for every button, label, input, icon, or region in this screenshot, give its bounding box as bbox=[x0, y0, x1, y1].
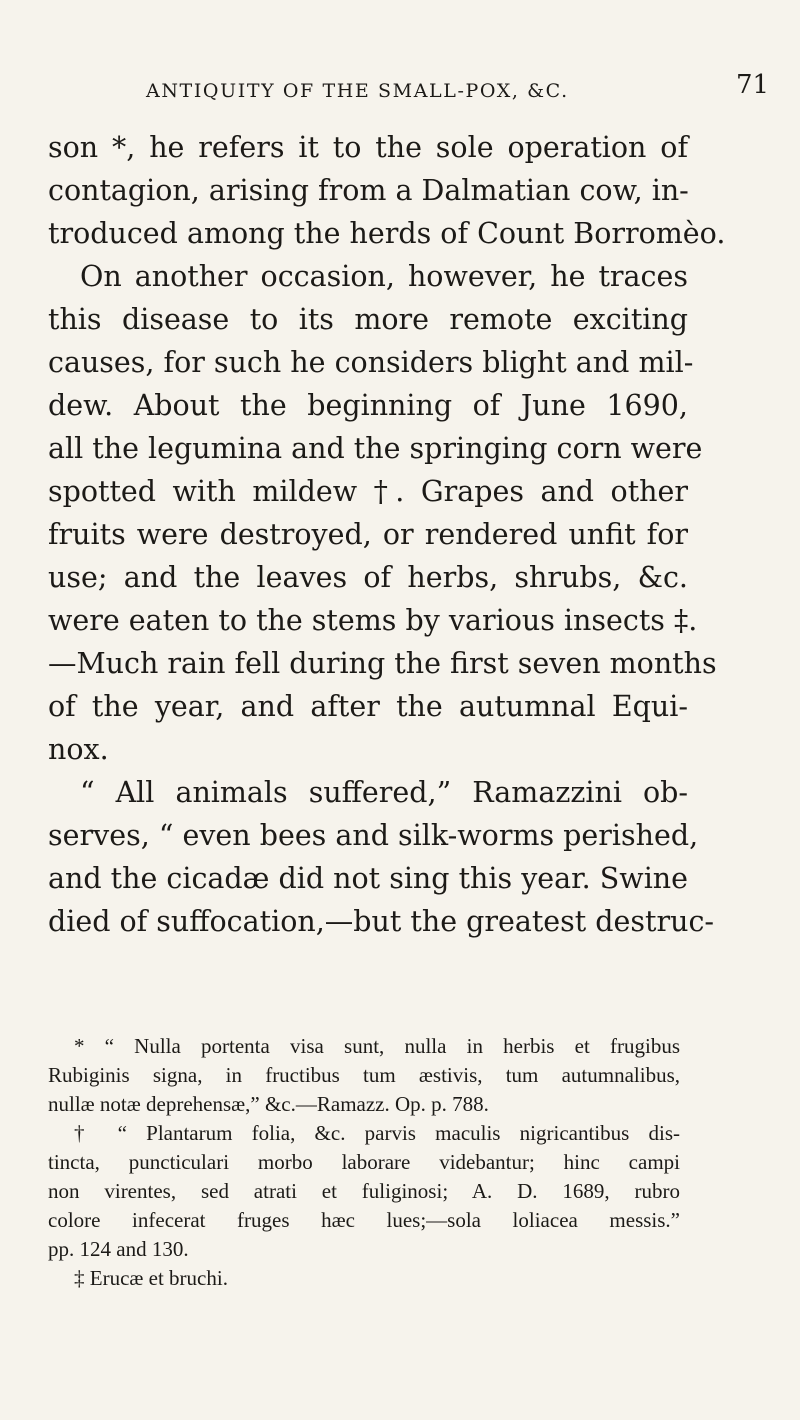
footnote-line: ‡ Erucæ et bruchi. bbox=[74, 1266, 228, 1290]
footnote-line: tincta, puncticulari morbo laborare videbantur; hinc campi bbox=[48, 1150, 680, 1174]
footnote-line: pp. 124 and 130. bbox=[48, 1237, 189, 1261]
text-line: dew. About the beginning of June 1690, bbox=[48, 389, 688, 422]
text-line: all the legumina and the springing corn were bbox=[48, 432, 703, 465]
text-line: On another occasion, however, he traces bbox=[80, 260, 688, 293]
text-line: spotted with mildew †. Grapes and other bbox=[48, 475, 688, 508]
text-line: serves, “ even bees and silk-worms perished, bbox=[48, 819, 699, 852]
text-line: were eaten to the stems by various insects ‡. bbox=[48, 604, 698, 637]
main-text bbox=[48, 126, 726, 943]
text-line: causes, for such he considers blight and mil- bbox=[48, 346, 694, 379]
text-line: troduced among the herds of Count Borromèo. bbox=[48, 217, 726, 250]
footnote-line: Rubiginis signa, in fructibus tum æstivis, tum autumnalibus, bbox=[48, 1063, 680, 1087]
text-line: died of suffocation,—but the greatest destruc- bbox=[48, 905, 715, 938]
footnotes bbox=[48, 1032, 680, 1293]
footnote-line: † “ Plantarum folia, &c. parvis maculis nigricantibus dis- bbox=[74, 1121, 680, 1145]
footnote-line: non virentes, sed atrati et fuliginosi; A. D. 1689, rubro bbox=[48, 1179, 680, 1203]
page-number: 71 bbox=[736, 70, 770, 100]
text-line: —Much rain fell during the first seven months bbox=[48, 647, 717, 680]
footnote-line: * “ Nulla portenta visa sunt, nulla in herbis et frugibus bbox=[74, 1034, 680, 1058]
text-line: nox. bbox=[48, 733, 109, 766]
text-line: of the year, and after the autumnal Equi- bbox=[48, 690, 688, 723]
running-header: ANTIQUITY OF THE SMALL-POX, &C. bbox=[146, 80, 569, 102]
text-line: contagion, arising from a Dalmatian cow, in- bbox=[48, 174, 689, 207]
footnote-line: nullæ notæ deprehensæ,” &c.—Ramazz. Op. p. 788. bbox=[48, 1092, 489, 1116]
text-line: and the cicadæ did not sing this year. Swine bbox=[48, 862, 689, 895]
text-line: fruits were destroyed, or rendered unfit for bbox=[48, 518, 688, 551]
text-line: use; and the leaves of herbs, shrubs, &c. bbox=[48, 561, 688, 594]
text-line: son *, he refers it to the sole operation of bbox=[48, 131, 688, 164]
text-line: this disease to its more remote exciting bbox=[48, 303, 688, 336]
text-line: “ All animals suffered,” Ramazzini ob- bbox=[80, 776, 688, 809]
footnote-line: colore infecerat fruges hæc lues;—sola loliacea messis.” bbox=[48, 1208, 680, 1232]
